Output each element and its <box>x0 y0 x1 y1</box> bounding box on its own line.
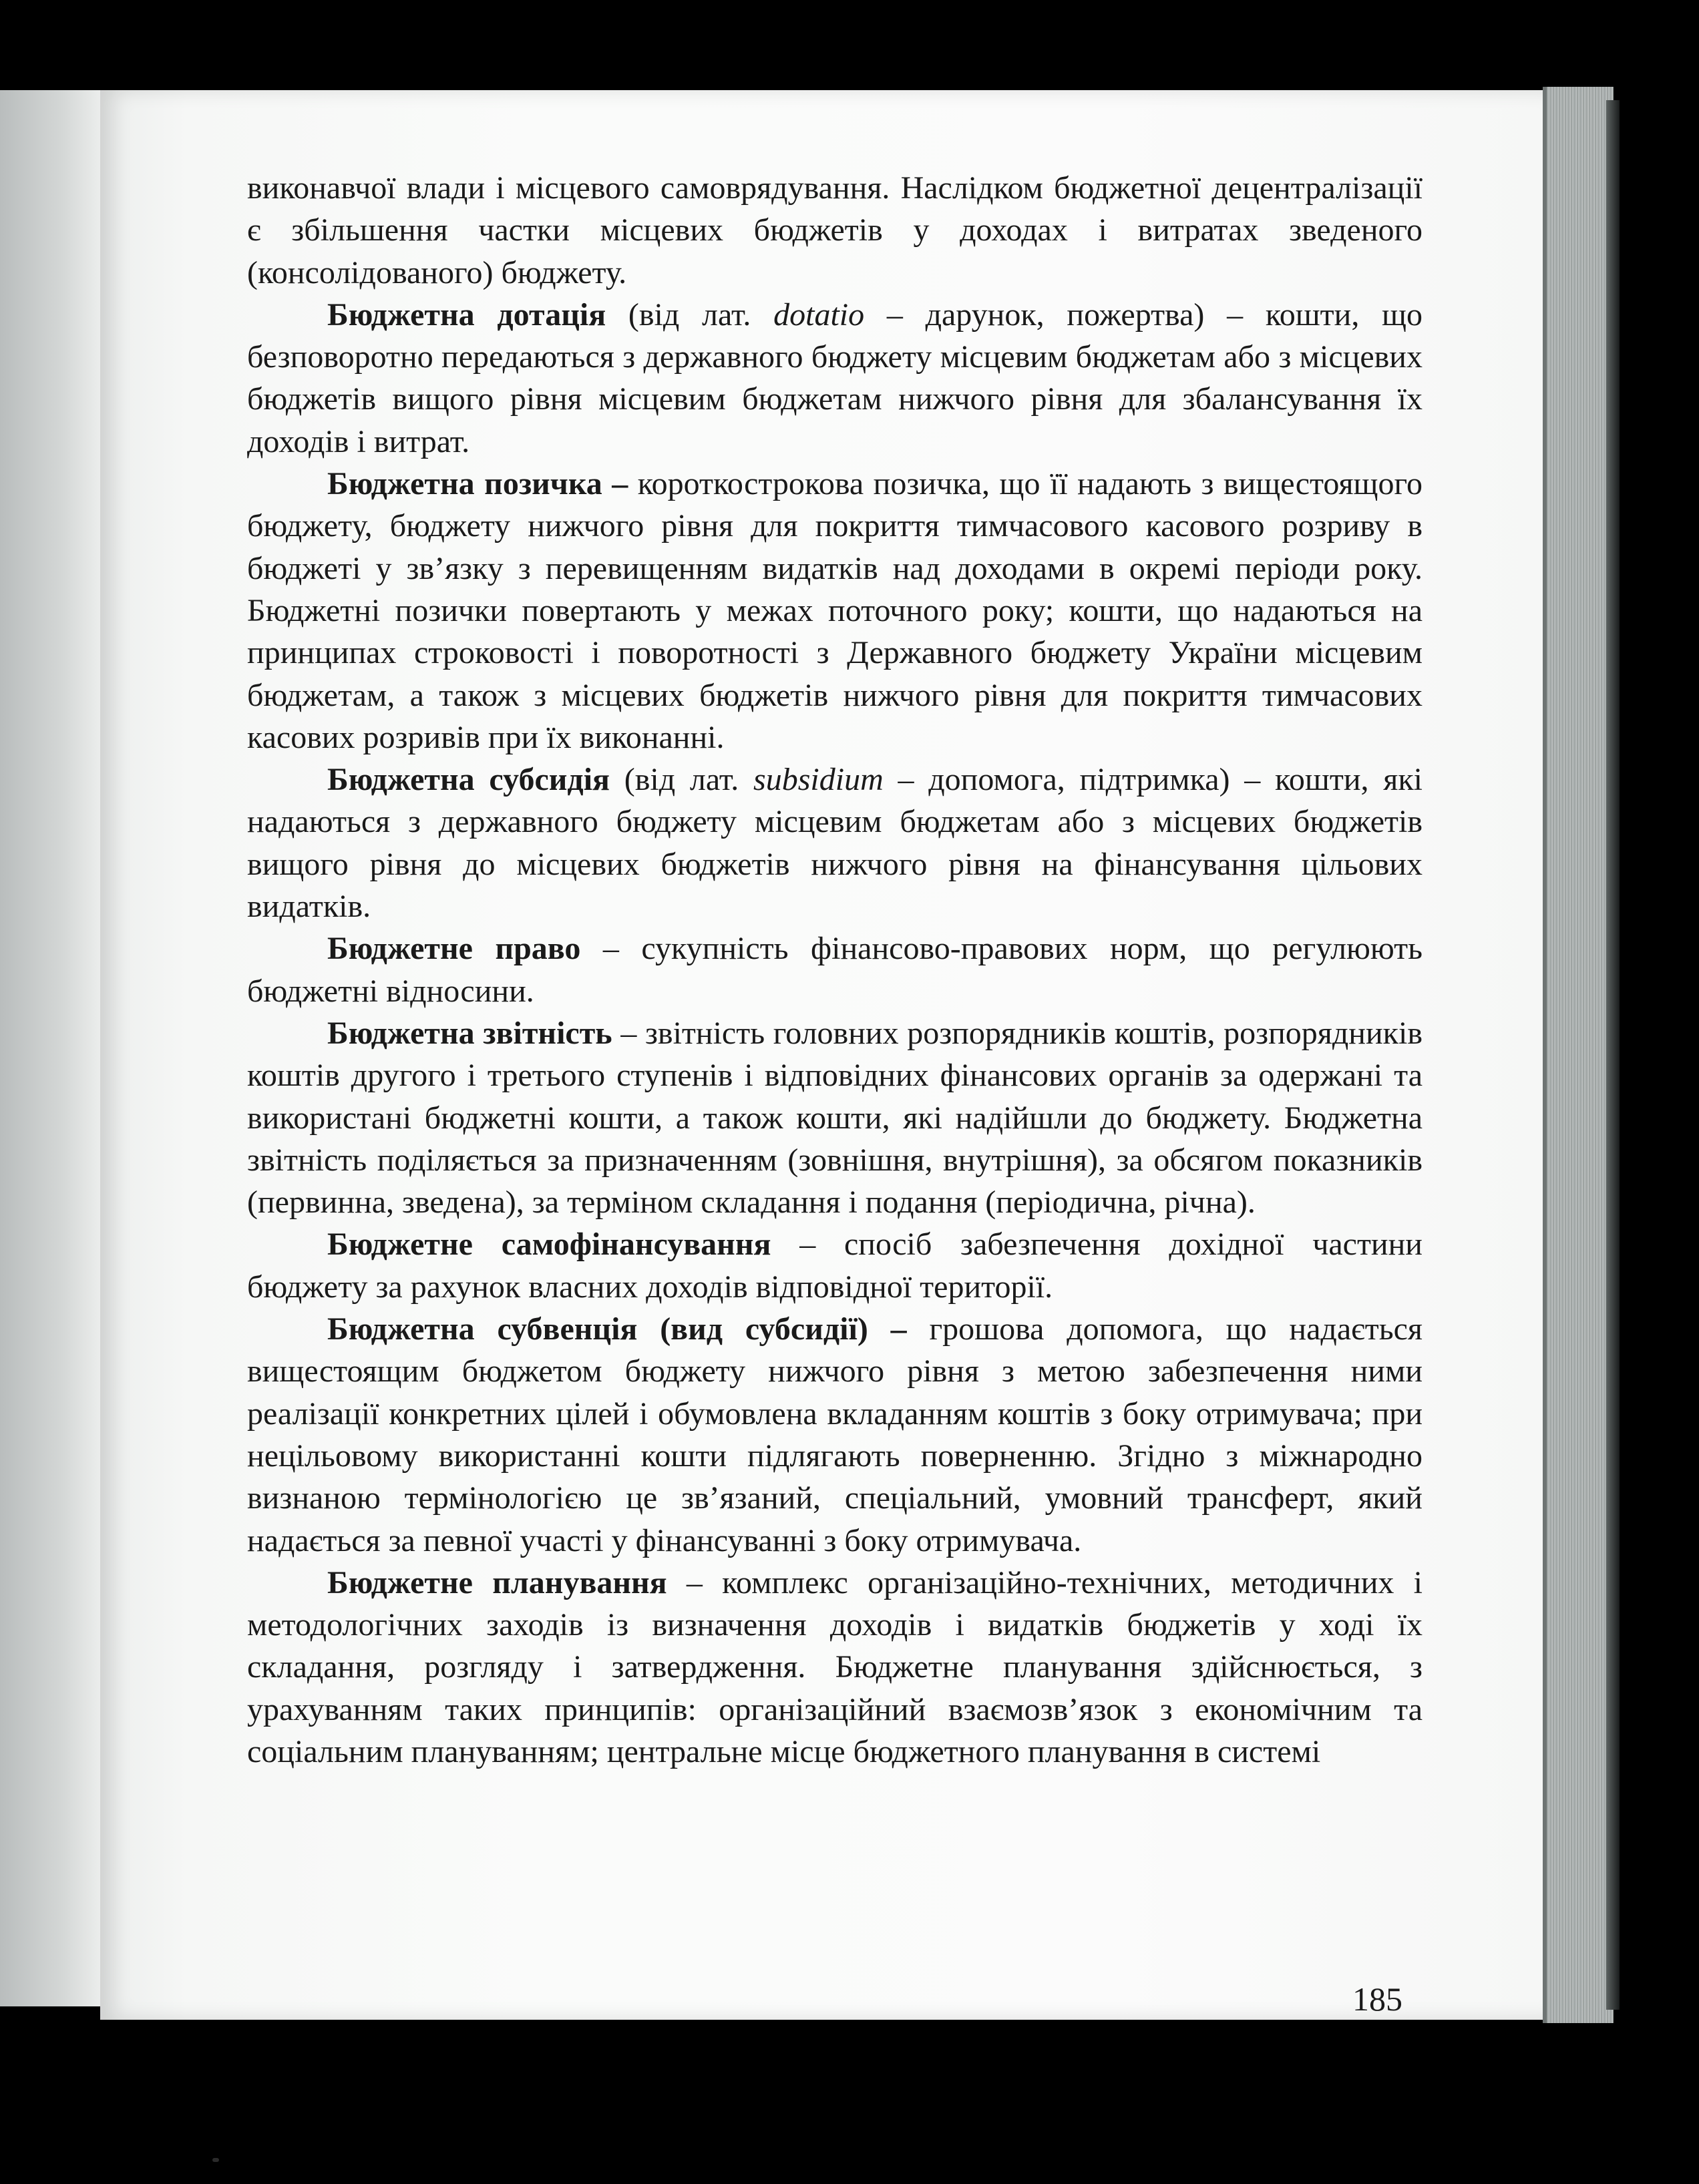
page-block-edges <box>1543 87 1614 2023</box>
glossary-term: Бюджетна субвенція (вид субсидії) – <box>327 1311 907 1347</box>
paragraph-body: – звітність головних розпорядників коштів, розпорядників коштів другого і третього ступенів і відповідних фінансових органів за одержані та використані бюджетні кошти, а також кошти, які надійшли до бюджету. Бюджетна звітність поділяється за призначенням (зовнішня, внутрішня), за обсягом показників (первинна, зведена), за терміном складання і подання (періодична, річна). <box>247 1015 1423 1221</box>
previous-page-edge <box>0 90 114 2006</box>
paragraph-body: виконавчої влади і місцевого самоврядування. Наслідком бюджетної децентралізації є збільшення частки місцевих бюджетів у доходах і витратах зведеного (консолідованого) бюджету. <box>247 170 1423 290</box>
paragraph <box>247 1223 1423 1308</box>
paragraph <box>247 927 1423 1012</box>
glossary-term: Бюджетне самофінансування <box>327 1227 771 1263</box>
latin-prefix: (від лат. <box>606 296 774 333</box>
paragraph-body: короткострокова позичка, що її надають з вищестоящого бюджету, бюджету нижчого рівня для покриття тимчасового касового розриву в бюджеті у зв’язку з перевищенням видатків над доходами в окремі періоди року. Бюджетні позички повертають у межах поточного року; кошти, що надаються на принципах строковості і поворотності з Державного бюджету України місцевим бюджетам, а також з місцевих бюджетів нижчого рівня для покриття тимчасових касових розривів при їх виконанні. <box>247 466 1423 755</box>
paragraph-body: – дарунок, пожертва) – кошти, що безповоротно передаються з державного бюджету місцевим бюджетам або з місцевих бюджетів вищого рівня місцевим бюджетам нижчого рівня для збалансування їх доходів і витрат. <box>247 296 1423 459</box>
paragraph-body: – комплекс організаційно-технічних, методичних і методологічних заходів із визначення доходів і видатків бюджетів у ході їх складання, розгляду і затвердження. Бюджетне планування здійснюється, з урахуванням таких принципів: організаційний взаємозв’язок з економічним та соціальним плануванням; центральне місце бюджетного планування в системі <box>247 1564 1423 1769</box>
page-block-shadow <box>1606 100 1620 2010</box>
page-number: 185 <box>1352 1980 1402 2018</box>
dust-speck <box>212 2158 219 2162</box>
paragraph <box>247 1562 1423 1773</box>
paragraph <box>247 294 1423 463</box>
glossary-term: Бюджетна дотація <box>327 296 606 333</box>
glossary-term: Бюджетне планування <box>327 1564 667 1600</box>
paragraph <box>247 1308 1423 1562</box>
glossary-term: Бюджетне право <box>327 931 581 967</box>
paragraph <box>247 167 1423 294</box>
paragraph-body: – спосіб забезпечення дохідної частини бюджету за рахунок власних доходів відповідної території. <box>247 1227 1423 1305</box>
paragraph-body: – допомога, підтримка) – кошти, які надаються з державного бюджету місцевим бюджетам або з місцевих бюджетів вищого рівня до місцевих бюджетів нижчого рівня на фінансування цільових видатків. <box>247 762 1423 925</box>
paragraph <box>247 1012 1423 1223</box>
latin-prefix: (від лат. <box>610 762 754 798</box>
glossary-term: Бюджетна звітність <box>327 1015 612 1051</box>
glossary-term: Бюджетна позичка – <box>327 466 628 502</box>
latin-word: dotatio <box>773 296 865 333</box>
latin-word: subsidium <box>753 762 884 798</box>
paragraph-body: грошова допомога, що надається вищестоящим бюджетом бюджету нижчого рівня з метою забезпечення ними реалізації конкретних цілей і обумовлена вкладанням коштів з боку отримувача; при нецільовому використанні кошти підлягають поверненню. Згідно з міжнародно визнаною термінологією це зв’язаний, спеціальний, умовний трансферт, який надається за певної участі у фінансуванні з боку отримувача. <box>247 1311 1423 1558</box>
glossary-term: Бюджетна субсидія <box>327 762 610 798</box>
page-text <box>247 167 1423 1773</box>
paragraph <box>247 758 1423 927</box>
paragraph <box>247 463 1423 758</box>
paragraph-body: – сукупність фінансово-правових норм, що регулюють бюджетні відносини. <box>247 931 1423 1009</box>
